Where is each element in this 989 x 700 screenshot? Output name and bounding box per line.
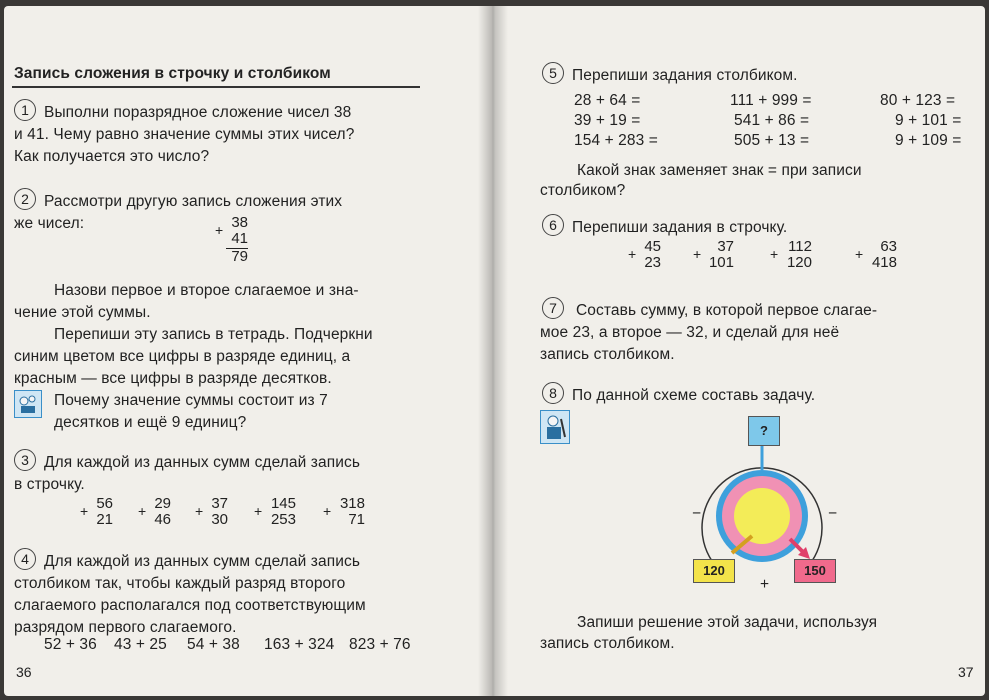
scheme-box-150: 150	[794, 559, 836, 583]
t5-expr-2-1: 39 + 19 =	[574, 112, 641, 129]
t5-expr-3-3: 9 + 109 =	[895, 132, 962, 149]
page-title: Запись сложения в строчку и столбиком	[14, 65, 331, 82]
para-2-line-2: синим цветом все цифры в разряде единиц, а	[14, 348, 351, 365]
task-3-line-2: в строчку.	[14, 476, 85, 493]
task-1-line-2: и 41. Чему равно значение суммы этих чисел?	[14, 126, 355, 143]
task-4-expr-1: 52 + 36	[44, 636, 97, 653]
task-4-line-4: разрядом первого слагаемого.	[14, 619, 237, 636]
t5-expr-1-1: 28 + 64 =	[574, 92, 641, 109]
right-page	[492, 6, 985, 696]
para-3-line-2: десятков и ещё 9 единиц?	[54, 414, 247, 431]
task-number-5: 5	[542, 62, 564, 84]
t5-expr-3-1: 154 + 283 =	[574, 132, 658, 149]
para-1-line-2: чение этой суммы.	[14, 304, 151, 321]
task-5-line: Перепиши задания столбиком.	[572, 67, 798, 84]
para-1-line-1: Назови первое и второе слагаемое и зна-	[54, 282, 359, 299]
pencil-task-icon	[540, 410, 570, 444]
addend-2: 41	[231, 230, 248, 247]
task-6-line: Перепиши задания в строчку.	[572, 219, 788, 236]
task-6-column-4: + 63 418	[855, 238, 897, 271]
task-2-column-sum: + 38 41 79	[215, 214, 248, 265]
task-8-line: По данной схеме составь задачу.	[572, 387, 816, 404]
scheme-minus-right: −	[828, 505, 838, 522]
t5-expr-2-3: 9 + 101 =	[895, 112, 962, 129]
task-6-column-2: + 37 101	[693, 238, 734, 271]
t5-expr-1-2: 111 + 999 =	[730, 92, 812, 109]
task-4-expr-3: 54 + 38	[187, 636, 240, 653]
task-6-column-3: + 112 120	[770, 238, 812, 271]
task-3-column-4: + 145 253	[254, 495, 296, 528]
task-4-expr-4: 163 + 324	[264, 636, 335, 653]
task-3-column-5: + 318 71	[323, 495, 365, 528]
task-number-6: 6	[542, 214, 564, 236]
task-7-line-1: Составь сумму, в которой первое слагае-	[576, 302, 878, 319]
task-8-after-1: Запиши решение этой задачи, используя	[577, 614, 878, 631]
task-number-7: 7	[542, 297, 564, 319]
think-icon	[14, 390, 42, 418]
page-number-left: 36	[16, 664, 32, 680]
scheme-minus-left: −	[692, 505, 702, 522]
task-4-line-2: столбиком так, чтобы каждый разряд второго	[14, 575, 346, 592]
title-underline	[12, 86, 420, 88]
task-3-line-1: Для каждой из данных сумм сделай запись	[44, 454, 361, 471]
scheme-box-120: 120	[693, 559, 735, 583]
left-page	[4, 6, 492, 696]
task-8-after-2: запись столбиком.	[540, 635, 675, 652]
task-2-line-2: же чисел:	[14, 215, 85, 232]
task-3-column-3: + 37 30	[195, 495, 228, 528]
task-6-column-1: + 45 23	[628, 238, 661, 271]
task-4-expr-2: 43 + 25	[114, 636, 167, 653]
t5-question-2: столбиком?	[540, 182, 626, 199]
scheme-plus: +	[760, 576, 770, 593]
task-4-line-3: слагаемого располагался под соответствующим	[14, 597, 366, 614]
t5-expr-2-2: 541 + 86 =	[734, 112, 810, 129]
t5-question-1: Какой знак заменяет знак = при записи	[577, 162, 862, 179]
scheme-center	[734, 488, 790, 544]
task-3-column-2: + 29 46	[138, 495, 171, 528]
sum-value: 79	[226, 248, 248, 265]
task-4-line-1: Для каждой из данных сумм сделай запись	[44, 553, 361, 570]
task-7-line-2: мое 23, а второе — 32, и сделай для неё	[540, 324, 840, 341]
task-2-line-1: Рассмотри другую запись сложения этих	[44, 193, 343, 210]
task-1-line-3: Как получается это число?	[14, 148, 210, 165]
task-number-1: 1	[14, 99, 36, 121]
task-number-8: 8	[542, 382, 564, 404]
t5-expr-3-2: 505 + 13 =	[734, 132, 810, 149]
page-number-right: 37	[958, 664, 974, 680]
para-2-line-1: Перепиши эту запись в тетрадь. Подчеркни	[54, 326, 373, 343]
para-2-line-3: красным — все цифры в разряде десятков.	[14, 370, 332, 387]
task-number-3: 3	[14, 449, 36, 471]
task-number-2: 2	[14, 188, 36, 210]
scheme-box-unknown: ?	[748, 416, 780, 446]
t5-expr-1-3: 80 + 123 =	[880, 92, 956, 109]
addend-1: 38	[231, 214, 248, 231]
task-1-line-1: Выполни поразрядное сложение чисел 38	[44, 104, 352, 121]
task-7-line-3: запись столбиком.	[540, 346, 675, 363]
task-4-expr-5: 823 + 76	[349, 636, 411, 653]
task-3-column-1: + 56 21	[80, 495, 113, 528]
para-3-line-1: Почему значение суммы состоит из 7	[54, 392, 328, 409]
task-number-4: 4	[14, 548, 36, 570]
